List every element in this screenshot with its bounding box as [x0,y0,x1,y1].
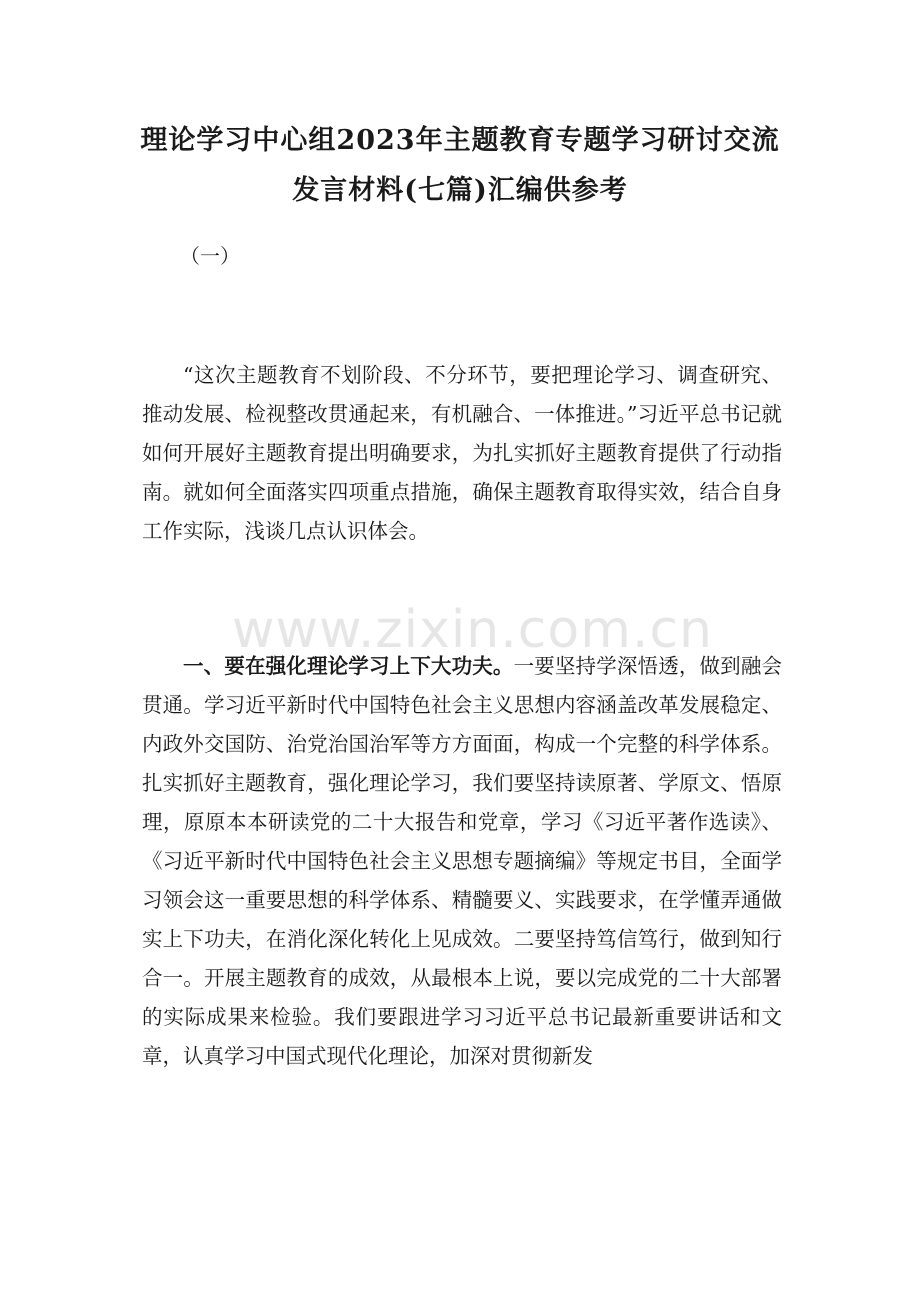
paragraph-body: 一要坚持学深悟透，做到融会贯通。学习近平新时代中国特色社会主义思想内容涵盖改革发展稳定、内政外交国防、治党治国治军等方方面面，构成一个完整的科学体系。扎实抓好主题教育，强化理论学习，我们要坚持读原著、学原文、悟原理，原原本本研读党的二十大报告和党章，学习《习近平著作选读》、《习近平新时代中国特色社会主义思想专题摘编》等规定书目，全面学习领会这一重要思想的科学体系、精髓要义、实践要求，在学懂弄通做实上下功夫，在消化深化转化上见成效。二要坚持笃信笃行，做到知行合一。开展主题教育的成效，从最根本上说，要以完成党的二十大部署的实际成果来检验。我们要跟进学习习近平总书记最新重要讲话和文章，认真学习中国式现代化理论，加深对贯彻新发 [142,654,783,1068]
document-title-line-1: 理论学习中心组2023年主题教育专题学习研讨交流 [140,125,780,156]
watermark-text: www.zixin.com.cn [232,600,713,660]
document-title-line-2: 发言材料(七篇)汇编供参考 [292,175,628,206]
paragraph-intro: “这次主题教育不划阶段、不分环节，要把理论学习、调查研究、推动发展、检视整改贯通起来，有机融合、一体推进。”习近平总书记就如何开展好主题教育提出明确要求，为扎实抓好主题教育提供了行动指南。就如何全面落实四项重点措施，确保主题教育取得实效，结合自身工作实际，浅谈几点认识体会。 [142,363,782,543]
paragraph-point-one [142,647,782,1076]
section-number: （一） [180,244,240,268]
paragraph-heading: 一、要在强化理论学习上下大功夫。 [183,654,514,678]
